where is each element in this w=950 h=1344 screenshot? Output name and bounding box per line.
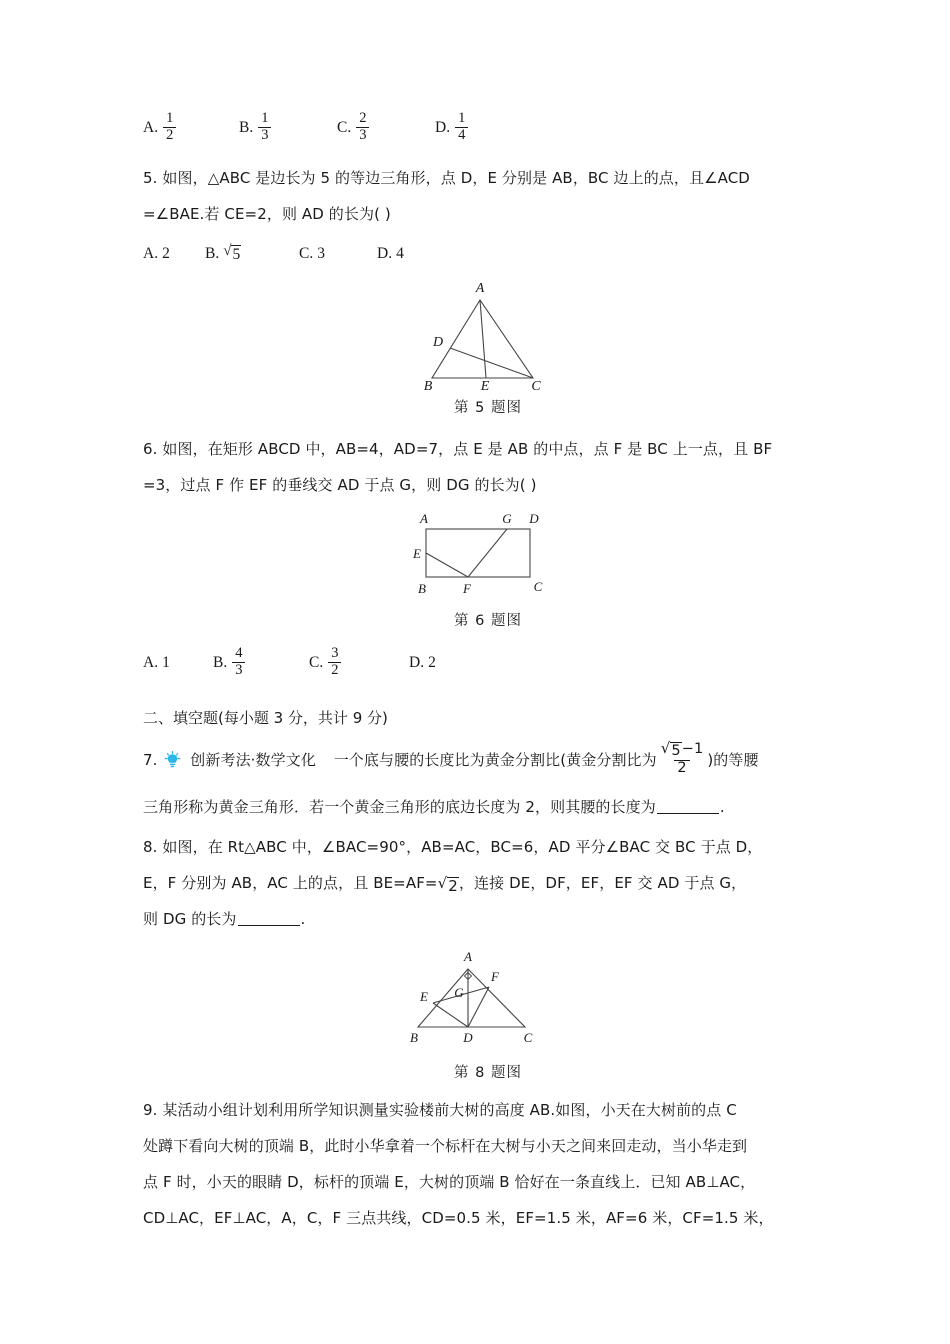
triangle-abc (418, 969, 525, 1027)
question-7-number: 7. (143, 751, 158, 769)
question-6-option-d-label: D. (409, 654, 425, 671)
question-6-line-2 (143, 467, 833, 503)
question-5-options-row (143, 232, 833, 276)
option-d-label: D. (435, 119, 451, 136)
question-5-figure (143, 278, 833, 417)
option-c-denominator: 3 (356, 127, 369, 143)
question4-options-row (143, 100, 833, 156)
segment-df (468, 987, 489, 1027)
radical-sign-icon: √ (660, 739, 671, 758)
question-6-option-a[interactable] (143, 654, 213, 672)
vertex-label-a: A (475, 281, 485, 296)
question-8-line-2 (143, 865, 833, 901)
question-9-text-2: 处蹲下看向大树的顶端 B，此时小华拿着一个标杆在大树与小天之间来回走动，当小华走到 (143, 1137, 748, 1155)
vertex-label-f: F (491, 969, 499, 984)
vertex-label-a: A (464, 949, 472, 964)
question-8-figure-caption: 第 8 题图 (454, 1065, 522, 1081)
question-6-option-b[interactable] (213, 647, 309, 678)
question-7-fraction-denominator: 2 (674, 760, 689, 776)
rectangle-abcd (426, 529, 530, 577)
option-d-denominator: 4 (455, 127, 468, 143)
vertex-label-e: E (420, 989, 428, 1004)
question-7-radicand: 5 (671, 743, 681, 760)
question-5-option-d[interactable] (377, 245, 404, 263)
question-5-option-c-value: 3 (317, 245, 325, 262)
question-5-figure-caption: 第 5 题图 (454, 400, 522, 416)
question-9-text-3: 点 F 时，小天的眼睛 D，标杆的顶端 E，大树的顶端 B 恰好在一条直线上．已知 AB⊥AC， (143, 1173, 756, 1191)
question-6-option-c[interactable] (309, 647, 409, 678)
question-7 (143, 740, 833, 825)
question-5-text-2: =∠BAE.若 CE=2，则 AD 的长为( ) (143, 205, 391, 223)
section-2-heading: 二、填空题(每小题 3 分，共计 9 分) (143, 709, 388, 727)
radical-sign-icon: √ (223, 243, 232, 260)
option-b-numerator: 1 (261, 110, 269, 127)
question-6-option-d[interactable] (409, 654, 436, 672)
question-6-figure (143, 507, 833, 630)
question-6-option-d-value: 2 (428, 654, 436, 671)
vertex-label-g: G (502, 511, 512, 526)
question-5-line-2 (143, 196, 833, 232)
question-7-line-1 (143, 740, 833, 783)
question-9-text-1: 某活动小组计划利用所学知识测量实验楼前大树的高度 AB.如图，小天在大树前的点 C (162, 1101, 737, 1119)
question-6-option-a-value: 1 (162, 654, 170, 671)
vertex-label-c: C (533, 579, 543, 594)
question-9-text-4: CD⊥AC，EF⊥AC，A，C，F 三点共线，CD=0.5 米，EF=1.5 米，AF=6 米，CF=1.5 米， (143, 1209, 774, 1227)
question-8-diagram (383, 945, 593, 1055)
question-5-option-b-label: B. (205, 245, 220, 262)
question-6-option-b-numerator: 4 (235, 645, 243, 662)
question-6-text-1: 如图，在矩形 ABCD 中，AB=4，AD=7，点 E 是 AB 的中点，点 F 是 BC 上一点，且 BF (162, 440, 773, 458)
question-6-text-2: =3，过点 F 作 EF 的垂线交 AD 于点 G，则 DG 的长为( ) (143, 476, 537, 494)
question-5-option-b[interactable] (205, 244, 299, 264)
question-5-option-b-radicand: 5 (232, 246, 241, 264)
option-a-label: A. (143, 119, 159, 136)
vertex-label-g: G (454, 985, 464, 1000)
vertex-label-e: E (413, 546, 421, 561)
segment-ef (426, 553, 468, 577)
option-a-fraction (163, 111, 176, 142)
question-8-text-2a: E，F 分别为 AB，AC 上的点，且 BE=AF= (143, 874, 438, 892)
page-content (143, 100, 833, 1236)
question-9 (143, 1092, 833, 1236)
option-c[interactable] (337, 112, 435, 143)
segment-de (433, 1003, 468, 1027)
option-a[interactable] (143, 112, 239, 143)
question-5-option-d-value: 4 (396, 245, 404, 262)
segment-ae (480, 300, 486, 378)
option-d[interactable] (435, 112, 469, 143)
option-c-numerator: 2 (359, 110, 367, 127)
vertex-label-d: D (529, 511, 539, 526)
option-b-label: B. (239, 119, 254, 136)
question-6-diagram (388, 507, 588, 603)
radical-sign-icon: √ (437, 874, 448, 892)
question-9-line-2 (143, 1128, 833, 1164)
question-5-option-a-label: A. (143, 245, 159, 262)
question-5 (143, 160, 833, 417)
question-7-tag: 创新考法·数学文化 (190, 751, 316, 769)
question-5-option-c[interactable] (299, 245, 377, 263)
question-5-option-c-label: C. (299, 245, 314, 262)
question-9-number: 9. (143, 1101, 158, 1119)
question-9-line-4 (143, 1200, 833, 1236)
question-6-option-b-label: B. (213, 654, 228, 671)
question-8-text-1: 如图，在 Rt△ABC 中，∠BAC=90°，AB=AC，BC=6，AD 平分∠BAC 交 BC 于点 D， (162, 838, 763, 856)
question-6-options-row (143, 636, 833, 690)
option-d-numerator: 1 (458, 110, 466, 127)
question-7-text-2: 三角形称为黄金三角形．若一个黄金三角形的底边长度为 2，则其腰的长度为 (143, 798, 656, 816)
vertex-label-b: B (410, 1030, 418, 1045)
option-a-numerator: 1 (166, 110, 174, 127)
question-5-option-d-label: D. (377, 245, 393, 262)
question-8-answer-blank[interactable] (238, 911, 300, 926)
question-8-text-2b: ，连接 DE，DF，EF，EF 交 AD 于点 G， (458, 874, 747, 892)
question-5-text-1: 如图，△ABC 是边长为 5 的等边三角形，点 D，E 分别是 AB，BC 边上的点，且∠ACD (162, 169, 750, 187)
option-c-fraction (356, 111, 369, 142)
question-8-radicand: 2 (448, 877, 458, 895)
question-9-line-3 (143, 1164, 833, 1200)
question-9-line-1 (143, 1092, 833, 1128)
question-7-numerator-tail: −1 (681, 741, 704, 758)
question-8-radical (438, 876, 459, 895)
question-5-diagram (388, 278, 588, 390)
question-6-option-c-fraction (328, 646, 341, 677)
vertex-label-d: D (463, 1030, 473, 1045)
question-7-fraction-numerator (658, 741, 707, 760)
question-8-line-3 (143, 901, 833, 937)
vertex-label-c: C (531, 379, 541, 390)
question-6-figure-caption: 第 6 题图 (454, 613, 522, 629)
question-8-period: . (300, 910, 306, 928)
option-d-fraction (455, 111, 468, 142)
question-7-numerator-radical (661, 741, 682, 760)
segment-dc (450, 348, 533, 378)
question-8 (143, 829, 833, 1082)
lightbulb-icon (164, 743, 181, 783)
question-7-answer-blank[interactable] (657, 799, 719, 814)
question-5-option-b-radical (223, 244, 241, 264)
vertex-label-f: F (463, 581, 471, 596)
question-7-golden-ratio-fraction (658, 741, 707, 776)
question-5-option-a-value: 2 (162, 245, 170, 262)
question-7-period: . (719, 798, 725, 816)
question-6-option-a-label: A. (143, 654, 159, 671)
question-6-line-1 (143, 431, 833, 467)
question-6-number: 6. (143, 440, 158, 458)
question-6 (143, 431, 833, 690)
question-6-option-c-label: C. (309, 654, 324, 671)
question-8-text-3: 则 DG 的长为 (143, 910, 237, 928)
vertex-label-d: D (432, 335, 444, 350)
question-8-figure (143, 945, 833, 1082)
question-5-option-a[interactable] (143, 245, 205, 263)
vertex-label-b: B (418, 581, 426, 596)
question-6-option-b-fraction (232, 646, 245, 677)
question-8-number: 8. (143, 838, 158, 856)
segment-fg (468, 529, 507, 577)
option-a-denominator: 2 (163, 127, 176, 143)
question-7-text-after: )的等腰 (707, 751, 759, 769)
question-5-line-1 (143, 160, 833, 196)
vertex-label-c: C (523, 1030, 533, 1045)
option-c-label: C. (337, 119, 352, 136)
vertex-label-e: E (480, 379, 490, 390)
question-7-text-before: 一个底与腰的长度比为黄金分割比(黄金分割比为 (333, 751, 657, 769)
option-b-fraction (258, 111, 271, 142)
question-6-option-c-denominator: 2 (328, 662, 341, 678)
question-5-number: 5. (143, 169, 158, 187)
question-6-option-b-denominator: 3 (232, 662, 245, 678)
option-b[interactable] (239, 112, 337, 143)
vertex-label-b: B (423, 379, 433, 390)
option-b-denominator: 3 (258, 127, 271, 143)
question-6-option-c-numerator: 3 (331, 645, 339, 662)
question-8-line-1 (143, 829, 833, 865)
question-7-line-2 (143, 789, 833, 825)
vertex-label-a: A (420, 511, 428, 526)
